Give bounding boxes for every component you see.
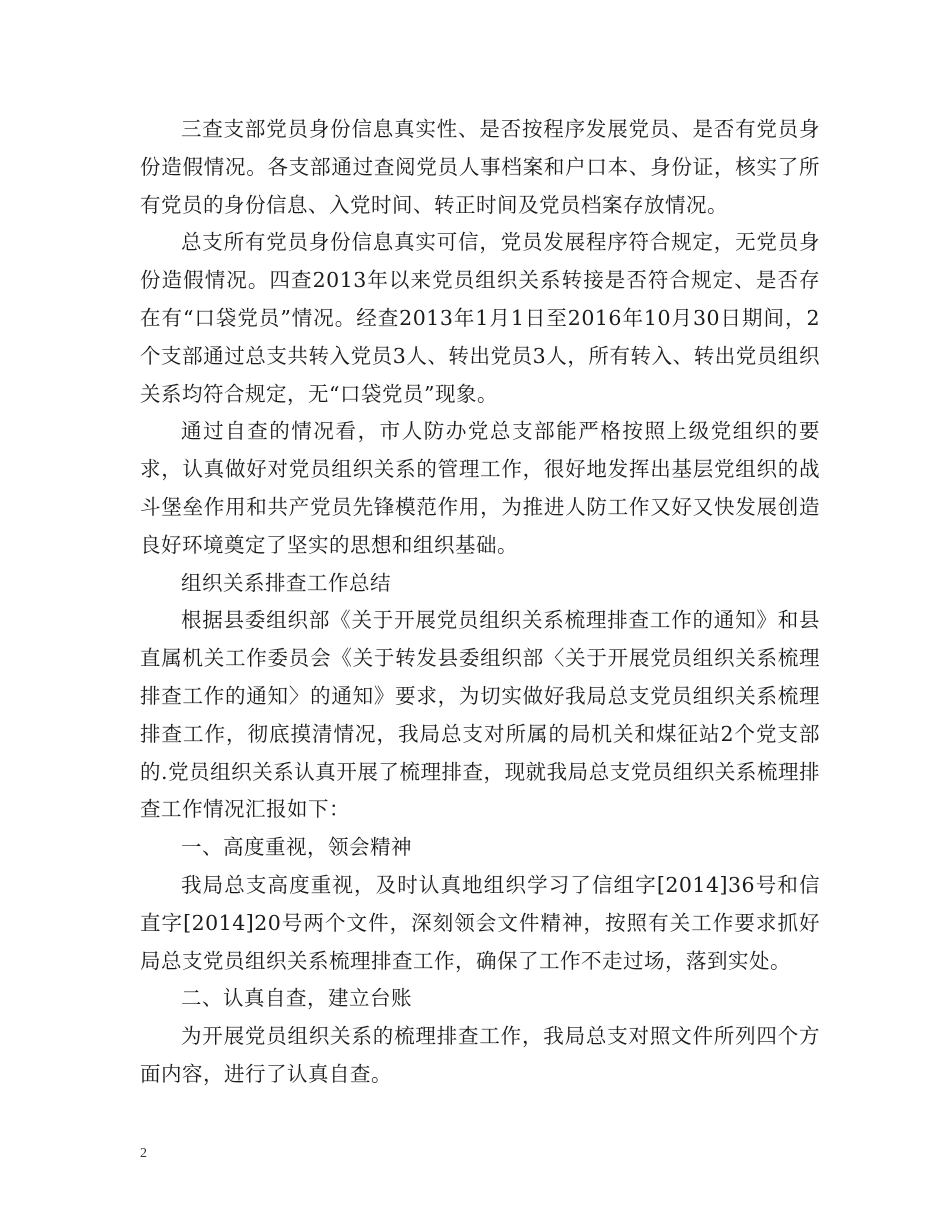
paragraph-background: 根据县委组织部《关于开展党员组织关系梳理排查工作的通知》和县直属机关工作委员会《关于转发县委组织部〈关于开展党员组织关系梳理排查工作的通知〉的通知》要求，为切实做好我局总支党员组织关系梳理排查工作，彻底摸清情况，我局总支对所属的局机关和煤征站2个党支部的.党员组织关系认真开展了梳理排查，现就我局总支党员组织关系梳理排查工作情况汇报如下： — [140, 608, 820, 822]
paragraph-attention: 我局总支高度重视，及时认真地组织学习了信组字[2014]36号和信直字[2014]20号两个文件，深刻领会文件精神，按照有关工作要求抓好局总支党员组织关系梳理排查工作，确保了工作不走过场，落到实处。 — [140, 872, 820, 973]
paragraph-self-check: 为开展党员组织关系的梳理排查工作，我局总支对照文件所列四个方面内容，进行了认真自查。 — [140, 1024, 820, 1086]
paragraph-transfer-check: 总支所有党员身份信息真实可信，党员发展程序符合规定，无党员身份造假情况。四查2013年以来党员组织关系转接是否符合规定、是否存在有“口袋党员”情况。经查2013年1月1日至2016年10月30日期间，2个支部通过总支共转入党员3人、转出党员3人，所有转入、转出党员组织关系均符合规定，无“口袋党员”现象。 — [140, 230, 820, 406]
heading-two: 二、认真自查，建立台账 — [181, 986, 412, 1011]
page-number: 2 — [140, 1146, 147, 1161]
paragraph-identity-check: 三查支部党员身份信息真实性、是否按程序发展党员、是否有党员身份造假情况。各支部通过查阅党员人事档案和户口本、身份证，核实了所有党员的身份信息、入党时间、转正时间及党员档案存放情况。 — [140, 117, 820, 217]
section-title: 组织关系排查工作总结 — [181, 570, 391, 595]
heading-one: 一、高度重视，领会精神 — [181, 835, 412, 860]
paragraph-self-check-result: 通过自查的情况看，市人防办党总支部能严格按照上级党组织的要求，认真做好对党员组织关系的管理工作，很好地发挥出基层党组织的战斗堡垒作用和共产党员先锋模范作用，为推进人防工作又好又快发展创造良好环境奠定了坚实的思想和组织基础。 — [140, 419, 820, 557]
document-body — [140, 111, 820, 1094]
